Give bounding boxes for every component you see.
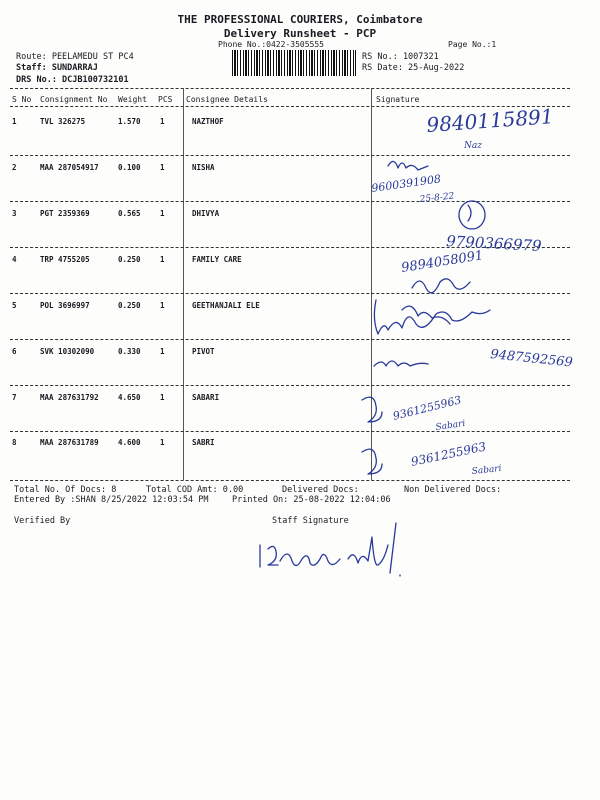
row-sno: 1 (12, 117, 17, 126)
col-pcs: PCS (158, 95, 173, 104)
row-consignment: TRP 4755205 (40, 255, 90, 264)
scribble-mark (402, 306, 450, 324)
row-weight: 0.250 (118, 255, 141, 264)
scribble-mark (388, 161, 428, 170)
route: Route: PEELAMEDU ST PC4 (16, 52, 134, 62)
row-consignee: DHIVYA (192, 209, 220, 218)
phone-number: Phone No.:0422-3505555 (218, 40, 324, 49)
signature-phone-4: 9894058091 (400, 248, 485, 276)
signature-name-8: Sabari (471, 463, 502, 477)
scribble-mark (362, 397, 382, 422)
staff-signature (250, 515, 430, 585)
signature-phone-2: 9600391908 (370, 172, 442, 195)
barcode (232, 50, 356, 76)
staff: Staff: SUNDARRAJ (16, 63, 98, 73)
row-sno: 7 (12, 393, 17, 402)
row-weight: 0.330 (118, 347, 141, 356)
handwritten-signatures (372, 100, 597, 485)
rs-date: RS Date: 25-Aug-2022 (362, 63, 465, 73)
document-title: Delivery Runsheet - PCP (223, 27, 377, 40)
row-weight: 0.100 (118, 163, 141, 172)
scribble-mark (362, 449, 382, 474)
row-weight: 0.250 (118, 301, 141, 310)
row-consignee: PIVOT (192, 347, 215, 356)
row-sno: 8 (12, 438, 17, 447)
page-number: Page No.:1 (448, 40, 497, 49)
signature-name-7: Sabari (435, 418, 466, 433)
row-consignee: SABRI (192, 438, 215, 447)
verified-by: Verified By (14, 516, 71, 526)
delivered-docs: Delivered Docs: (282, 485, 359, 495)
row-consignment: POL 3696997 (40, 301, 90, 310)
row-pcs: 1 (160, 301, 165, 310)
col-consignee: Consignee Details (186, 95, 268, 104)
drs-number: DRS No.: DCJB100732101 (16, 75, 129, 85)
row-consignee: NAZTHOF (192, 117, 224, 126)
row-sno: 5 (12, 301, 17, 310)
row-sno: 2 (12, 163, 17, 172)
row-consignment: MAA 287631792 (40, 393, 99, 402)
signature-date-2: 25-8-22 (419, 191, 455, 205)
row-pcs: 1 (160, 438, 165, 447)
scribble-mark (468, 205, 471, 221)
scribble-mark (412, 279, 470, 293)
column-divider (183, 88, 184, 480)
row-consignee: NISHA (192, 163, 215, 172)
non-delivered-docs: Non Delivered Docs: (404, 485, 502, 495)
row-weight: 0.565 (118, 209, 141, 218)
scribble-mark (374, 361, 428, 366)
signature-phone-6: 9487592569 (489, 347, 574, 371)
scribble-mark (374, 300, 490, 334)
row-sno: 6 (12, 347, 17, 356)
row-pcs: 1 (160, 163, 165, 172)
row-pcs: 1 (160, 393, 165, 402)
table-top-rule (10, 88, 570, 89)
signature-phone-7: 9361255963 (391, 393, 463, 423)
row-sno: 4 (12, 255, 17, 264)
row-consignment: MAA 287631789 (40, 438, 99, 447)
signature-name-1: Naz (464, 141, 482, 151)
row-consignee: GEETHANJALI ELE (192, 301, 260, 310)
scribble-mark (459, 201, 485, 229)
col-weight: Weight (118, 95, 147, 104)
row-weight: 1.570 (118, 117, 141, 126)
row-consignee: FAMILY CARE (192, 255, 242, 264)
row-consignment: TVL 326275 (40, 117, 86, 126)
row-weight: 4.600 (118, 438, 141, 447)
row-sno: 3 (12, 209, 17, 218)
row-pcs: 1 (160, 347, 165, 356)
signature-phone-8: 9361255963 (409, 439, 488, 469)
row-consignment: MAA 287054917 (40, 163, 99, 172)
printed-on: Printed On: 25-08-2022 12:04:06 (232, 495, 391, 505)
col-consignment: Consignment No (40, 95, 108, 104)
total-docs: Total No. Of Docs: 8 (14, 485, 117, 495)
row-weight: 4.650 (118, 393, 141, 402)
row-consignment: PGT 2359369 (40, 209, 90, 218)
row-consignee: SABARI (192, 393, 220, 402)
entered-by: Entered By :SHAN 8/25/2022 12:03:54 PM (14, 495, 209, 505)
row-pcs: 1 (160, 255, 165, 264)
row-pcs: 1 (160, 117, 165, 126)
signature-phone-3: 9790366979 (445, 232, 543, 255)
staff-signature-label: Staff Signature (272, 516, 349, 526)
row-pcs: 1 (160, 209, 165, 218)
col-sno: S No (12, 95, 32, 104)
row-consignment: SVK 10302090 (40, 347, 95, 356)
signature-phone-1: 9840115891 (425, 104, 555, 137)
rs-number: RS No.: 1007321 (362, 52, 439, 62)
total-cod: Total COD Amt: 0.00 (146, 485, 244, 495)
col-signature: Signature (376, 95, 420, 104)
company-name: THE PROFESSIONAL COURIERS, Coimbatore (177, 13, 423, 26)
